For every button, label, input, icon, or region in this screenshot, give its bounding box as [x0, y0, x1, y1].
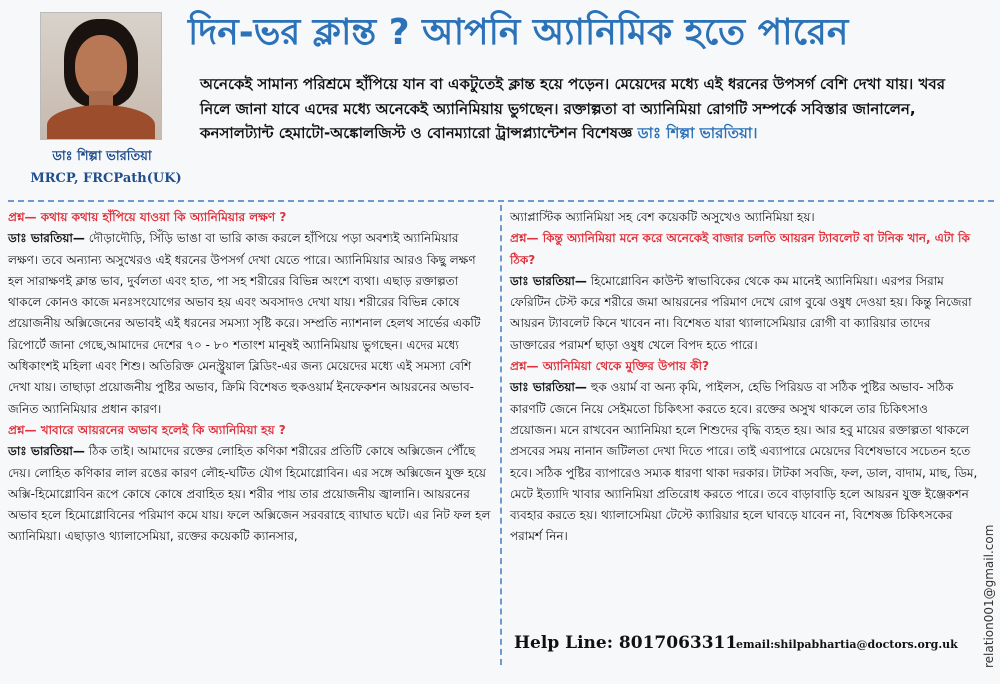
article-headline: দিন-ভর ক্লান্ত ? আপনি অ্যানিমিক হতে পারেন: [188, 12, 849, 53]
answer-1-text: দৌড়াদৌড়ি, সিঁড়ি ভাঙা বা ভারি কাজ করলে হাঁপিয়ে পড়া অবশ্যই অ্যানিমিয়ার লক্ষণ। তবে অন্যান্য অসুখেরও এই ধরনের উপসর্গ দেখা যেতে পারে। অ্যানিমিয়ার আরও কিছু লক্ষণ হল সারাক্ষণই ক্লান্ত ভাব, দুর্বলতা এবং হাত, পা সহ শরীরের বিভিন্ন অংশে ব্যথা। এছাড় রক্তাল্পতা থাকলে কোনও কাজে মনঃসংযোগের অভাব হয় এবং অবসাদও দেখা যায়। শরীরের বিভিন্ন কোষে প্রয়োজনীয় অক্সিজেনের অভাবই এই ধরনের সমস্যা সৃষ্টি করে। সম্প্রতি ন্যাশনাল হেলথ সার্ভের একটি রিপোর্টে জানা গেছে,আমাদের দেশের ৭০ - ৮০ শতাংশ মানুষই অ্যানিমিয়ায় ভুগছেন। এদের মধ্যে অধিকাংশই মহিলা এবং শিশু। অতিরিক্ত মেনস্ট্রুয়াল ব্লিডিং-এর জন্য মেয়েদের মধ্যে এই সমস্যা বেশি দেখা যায়। তাছাড়া প্রয়োজনীয় পুষ্টির অভাব, ক্রিমি বিশেষত হুকওয়ার্ম ইনফেকশন আয়রনের অভাব-জনিত অ্যানিমিয়ার প্রধান কারণ।: [8, 231, 481, 416]
question-3: প্রশ্ন— কিন্তু অ্যানিমিয়া মনে করে অনেকেই বাজার চলতি আয়রন ট্যাবলেট বা টনিক খান, এটা কি ঠিক?: [510, 231, 970, 267]
answer-4-text: হুক ওয়ার্ম বা অন্য কৃমি, পাইলস, হেভি পিরিয়ড বা সঠিক পুষ্টির অভাব- সঠিক কারণটি জেনে নিয়ে সেইমতো চিকিৎসা করতে হবে। রক্তের অসুখ থাকলে তার চিকিৎসাও প্রয়োজন। মনে রাখবেন অ্যানিমিয়া হলে শিশুদের বৃদ্ধি ব্যহত হয়। আর হবু মায়ের রক্তাল্পতা থাকলে প্রসবের সময় নানান জটিলতা দেখা দিতে পারে। তাই এব্যাপারে মেয়েদের বিশেষভাবে সচেতন হতে হবে। সঠিক পুষ্টির ব্যাপারেও সম্যক ধারণা থাকা দরকার। টাটকা সবজি, ফল, ডাল, বাদাম, মাছ, ডিম, মেটে ইত্যাদি খাবার অ্যানিমিয়া প্রতিরোধ করতে পারে। তবে বাড়াবাড়ি হলে আয়রন যুক্ত ইঞ্জেকশন ব্যবহার করতে হয়। থ্যালাসেমিয়া টেস্টে ক্যারিয়ার হলে ঘাবড়ে যাবেন না, বিশেষজ্ঞ চিকিৎসকের পরামর্শ নিন।: [510, 380, 978, 544]
doctor-photo: [40, 12, 162, 140]
column-divider: [500, 205, 502, 665]
answer-1-label: ডাঃ ভারতিয়া—: [8, 231, 85, 246]
right-column: [510, 207, 978, 548]
article-intro: [200, 72, 980, 146]
answer-2-text: ঠিক তাই। আমাদের রক্তের লোহিত কণিকা শরীরের প্রতিটি কোষে অক্সিজেন পৌঁছে দেয়। লোহিত কণিকার লাল রঙের কারণ লৌহ-ঘটিত যৌগ হিমোগ্লোবিন। এর সঙ্গে অক্সিজেন যুক্ত হয়ে অক্সি-হিমোগ্লোবিন রূপে কোষে কোষে প্রবাহিত হয়। শরীর পায় তার প্রয়োজনীয় জ্বালানি। আয়রনের অভাব হলে হিমোগ্লোবিনের পরিমাণ কমে যায়। ফলে অক্সিজেন সরবরাহে ব্যাঘাত ঘটে। এর নিট ফল হল অ্যানিমিয়া। এছাড়াও থ্যালাসেমিয়া, রক্তের কয়েকটি ক্যানসার,: [8, 444, 491, 544]
horizontal-divider: [8, 200, 994, 202]
answer-1: [8, 228, 492, 420]
answer-3-label: ডাঃ ভারতিয়া—: [510, 273, 587, 288]
question-4: প্রশ্ন— অ্যানিমিয়া থেকে মুক্তির উপায় কী?: [510, 359, 710, 374]
answer-4-label: ডাঃ ভারতিয়া—: [510, 380, 587, 395]
side-credit-email: relation001@gmail.com: [982, 524, 996, 668]
question-1: প্রশ্ন— কথায় কথায় হাঁপিয়ে যাওয়া কি অ্যানিমিয়ার লক্ষণ ?: [8, 210, 287, 224]
left-column: [8, 207, 492, 548]
helpline: Help Line: 8017063311: [514, 633, 738, 653]
question-2: প্রশ্ন— খাবারে আয়রনের অভাব হলেই কি অ্যানিমিয়া হয় ?: [8, 422, 286, 437]
answer-2: [8, 441, 492, 547]
doctor-name: ডাঃ শিল্পা ভারতিয়া: [52, 149, 152, 164]
contact-email[interactable]: email:shilpabhartia@doctors.org.uk: [736, 638, 958, 651]
doctor-degrees: MRCP, FRCPath(UK): [30, 171, 182, 186]
answer-2-continued: অ্যাপ্লাস্টিক অ্যানিমিয়া সহ বেশ কয়েকটি অসুখেও অ্যানিমিয়া হয়।: [510, 210, 815, 224]
intro-doctor-highlight: ডাঃ শিল্পা ভারতিয়া।: [637, 124, 758, 142]
intro-text: অনেকেই সামান্য পরিশ্রমে হাঁপিয়ে যান বা একটুতেই ক্লান্ত হয়ে পড়েন। মেয়েদের মধ্যে এই ধরনের উপসর্গ বেশি দেখা যায়। খবর নিলে জানা যাবে এদের মধ্যে অনেকেই অ্যানিমিয়ায় ভুগছেন। রক্তাল্পতা বা অ্যানিমিয়া রোগটি সম্পর্কে সবিস্তার জানালেন, কনসালট্যান্ট হেমাটো-অঙ্কোলজিস্ট ও বোনম্যারো ট্রান্সপ্ল্যান্টেশন বিশেষজ্ঞ: [200, 75, 945, 142]
answer-3: [510, 271, 978, 356]
answer-4: [510, 377, 978, 547]
answer-3-text: হিমোগ্লোবিন কাউন্ট স্বাভাবিকের থেকে কম মানেই অ্যানিমিয়া। এরপর সিরাম ফেরিটিন টেস্ট করে শরীরে জমা আয়রনের পরিমাণ দেখে রোগ বুঝে ওষুধ দেওয়া হয়। কিন্তু নিজেরা আয়রন ট্যাবলেট কিনে খাবেন না। বিশেষত যারা থ্যালাসেমিয়ার রোগী বা ক্যারিয়ার তাদের ডাক্তারের পরামর্শ ছাড়া ওষুধ খেলে বিপদ হতে পারে।: [510, 273, 972, 352]
answer-2-label: ডাঃ ভারতিয়া—: [8, 444, 85, 459]
